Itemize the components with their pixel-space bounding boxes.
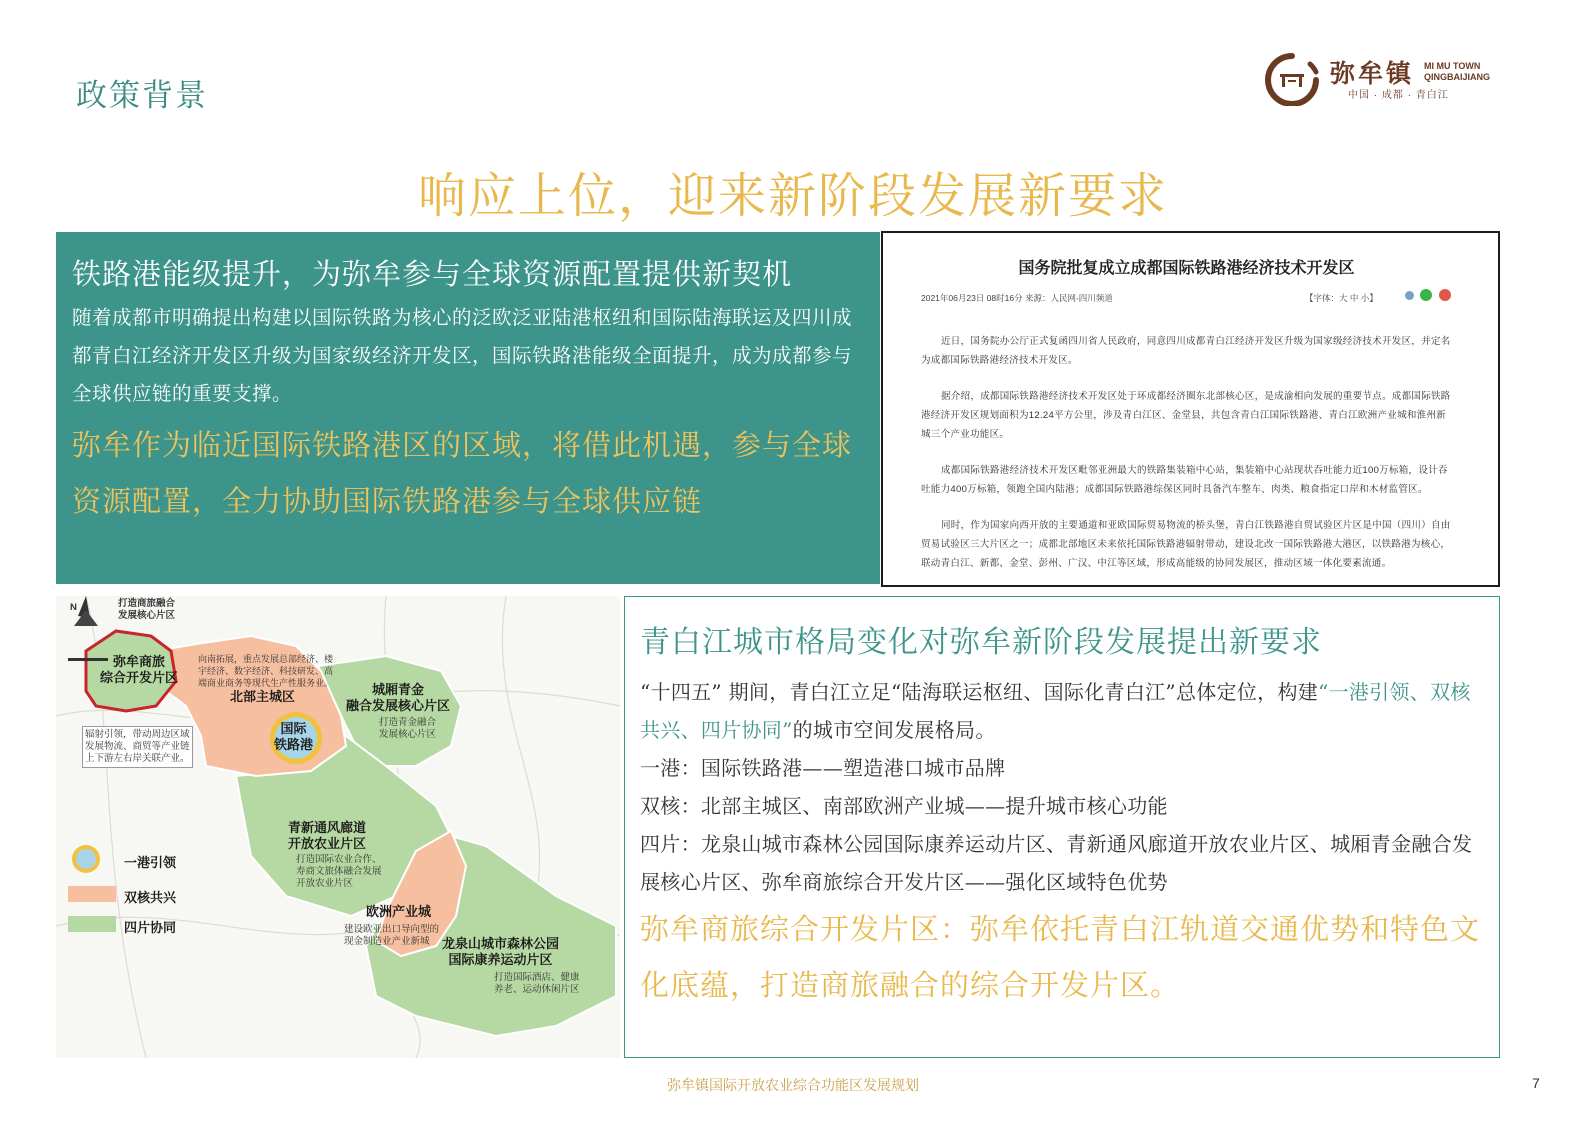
news-clipping (881, 231, 1500, 587)
intro-text-1: “十四五” 期间，青白江立足“陆海联运枢纽、国际化青白江”总体定位，构建 (640, 680, 1319, 704)
footer-title: 弥牟镇国际开放农业综合功能区发展规划 (667, 1077, 919, 1093)
legend-cores: 双核共兴 (124, 890, 177, 905)
wechat-icon (1420, 289, 1432, 301)
logo-english-1: MI MU TOWN (1424, 61, 1481, 71)
map-note-north: 向南拓展，重点发展总部经济、楼 宇经济、数字经济、科技研发、高 端商业商务等现代生产性服务业。 (198, 654, 334, 688)
map-note-qingxin: 打造国际农业合作、 寿商文旅体融合发展 开放农业片区 (296, 854, 382, 889)
map-note-radiation: 辐射引领，带动周边区域 发展物流、商贸等产业链 上下游左右岸关联产业。 (82, 726, 193, 768)
news-paragraph: 同时，作为国家向西开放的主要通道和亚欧国际贸易物流的桥头堡，青白江铁路港自贸试验区片区是中国（四川）自由贸易试验区三大片区之一；成都北部地区未来依托国际铁路港辐射带动，建设北改一国际铁路港大港区，以铁路港为核心，联动青白江、新都、金堂、彭州、广汉、中江等区域，形成高能级的协同发展区，推动区域一体化要素流通。 (921, 520, 1451, 569)
railway-port-highlight: 弥牟作为临近国际铁路港区的区域，将借此机遇，参与全球资源配置，全力协助国际铁路港参与全球供应链 (72, 428, 853, 518)
page-number: 7 (1532, 1075, 1540, 1091)
urban-pattern-intro (640, 673, 1487, 749)
map-label-port: 国际 铁路港 (274, 721, 314, 752)
news-paragraph: 据介绍，成都国际铁路港经济技术开发区处于环成都经济圈东北部核心区，是成渝相向发展的重要节点。成都国际铁路港经济开发区规划面积为12.24平方公里，涉及青白江区、金堂县，共包含青白江国际铁路港、青白江欧洲产业城和淮州新城三个产业功能区。 (921, 391, 1451, 440)
urban-pattern-panel (624, 596, 1500, 1058)
intro-pattern: “一港引领、双核共兴、四片协同” (640, 680, 1471, 742)
map-label-chengxiang: 城厢青金 融合发展核心片区 (346, 682, 451, 713)
news-font-size: 【字体：大 中 小】 (1305, 293, 1378, 303)
news-paragraph: 近日，国务院办公厅正式复函四川省人民政府，同意四川成都青白江经济开发区升级为国家级经济技术开发区，并定名为成都国际铁路港经济技术开发区。 (921, 336, 1451, 366)
main-title: 响应上位，迎来新阶段发展新要求 (417, 168, 1168, 224)
north-arrow-label: N (70, 602, 77, 613)
railway-port-panel (56, 232, 880, 584)
map-label-mimu: 弥牟商旅 综合开发片区 (100, 654, 179, 685)
mimu-highlight: 弥牟商旅综合开发片区：弥牟依托青白江轨道交通优势和特色文化底蕴，打造商旅融合的综合开发片区。 (640, 912, 1481, 1002)
map-note-chengxiang: 打造青金融合 发展核心片区 (379, 717, 437, 740)
share-icon (1405, 291, 1414, 300)
map-label-europe: 欧洲产业城 (366, 904, 432, 919)
map-label-qingxin: 青新通风廊道 开放农业片区 (288, 820, 367, 851)
section-title: 政策背景 (76, 78, 208, 114)
line-cores: 双核：北部主城区、南部欧洲产业城——提升城市核心功能 (640, 794, 1168, 818)
share-icons (1401, 289, 1451, 301)
news-paragraph: 成都国际铁路港经济技术开发区毗邻亚洲最大的铁路集装箱中心站，集装箱中心站现状吞吐能力近100万标箱，设计吞吐能力400万标箱，领跑全国内陆港；成都国际铁路港综保区同时具备汽车整车、肉类、粮食指定口岸和木材监管区。 (921, 465, 1448, 495)
logo-emblem-icon (1262, 50, 1322, 106)
news-title: 国务院批复成立成都国际铁路港经济技术开发区 (1018, 260, 1355, 277)
map-note-mimu: 打造商旅融合 发展核心片区 (118, 598, 176, 621)
legend-port: 一港引领 (124, 855, 177, 870)
railway-port-body: 随着成都市明确提出构建以国际铁路为核心的泛欧泛亚陆港枢纽和国际陆海联运及四川成都青白江经济开发区升级为国家级经济开发区，国际铁路港能级全面提升，成为成都参与全球供应链的重要支撑。 (72, 306, 853, 405)
map-label-longquan: 龙泉山城市森林公园 国际康养运动片区 (442, 936, 560, 967)
line-port: 一港：国际铁路港——塑造港口城市品牌 (640, 756, 1006, 780)
intro-text-2: 的城市空间发展格局。 (792, 718, 996, 742)
legend-core-swatch (68, 886, 116, 902)
legend-zones: 四片协同 (124, 920, 177, 935)
urban-pattern-heading: 青白江城市格局变化对弥牟新阶段发展提出新要求 (640, 625, 1322, 660)
legend-zone-swatch (68, 916, 116, 932)
logo-name: 弥牟镇 (1330, 59, 1415, 88)
map-label-north: 北部主城区 (230, 689, 296, 704)
logo-subtitle: 中国 · 成都 · 青白江 (1348, 90, 1449, 101)
news-date-source: 2021年06月23日 08时16分 来源：人民网-四川频道 (921, 293, 1113, 303)
logo (1262, 50, 1492, 106)
map-note-europe: 建设欧亚出口导向型的 现金制造业产业新城 (344, 924, 440, 947)
map-note-longquan: 打造国际酒店、健康 养老、运动休闲片区 (494, 972, 580, 995)
logo-english-2: QINGBAIJIANG (1424, 72, 1491, 82)
line-zones: 四片：龙泉山城市森林公园国际康养运动片区、青新通风廊道开放农业片区、城厢青金融合发展核心片区、弥牟商旅综合开发片区——强化区域特色优势 (640, 832, 1473, 894)
urban-pattern-map (56, 596, 620, 1058)
railway-port-heading: 铁路港能级提升，为弥牟参与全球资源配置提供新契机 (72, 257, 793, 291)
weibo-icon (1439, 289, 1451, 301)
news-meta (921, 292, 1452, 308)
